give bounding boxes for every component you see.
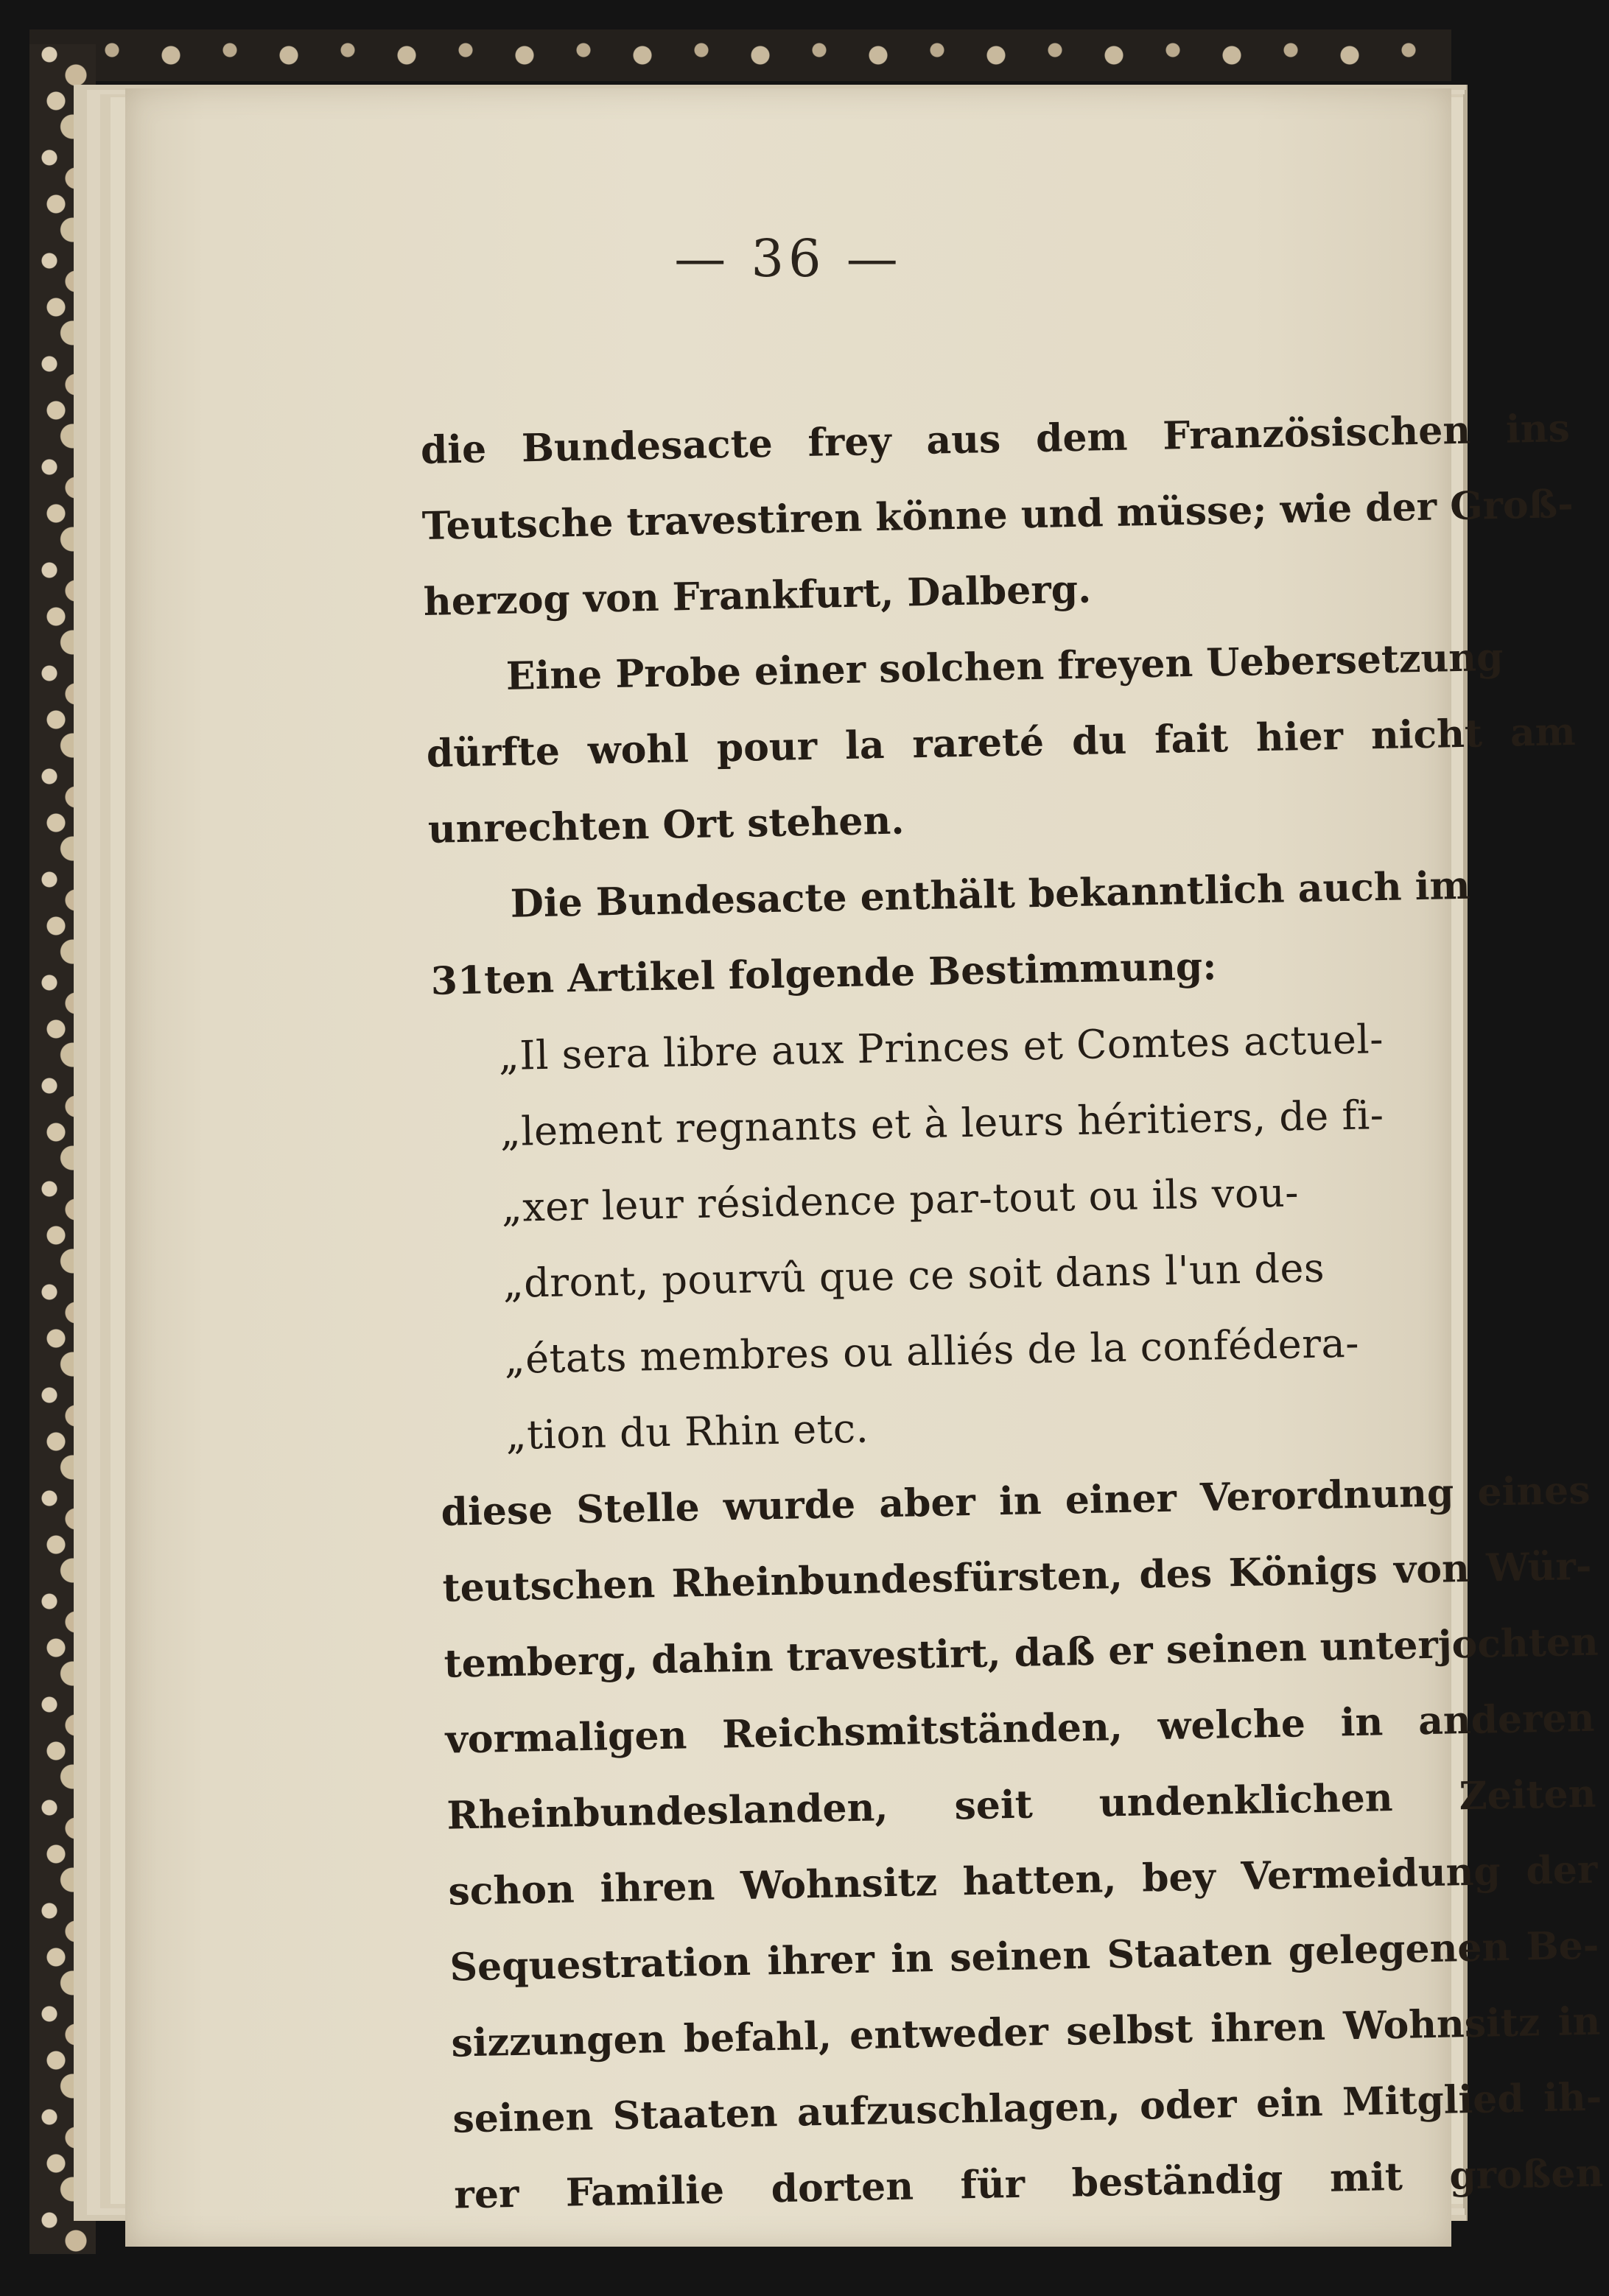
book-page — [125, 88, 1604, 2247]
text-line: dürfte wohl pour la rareté du fait hier nicht am — [426, 709, 1577, 776]
text-line: diese Stelle wurde aber in einer Verordnung eines — [441, 1467, 1591, 1535]
text-line: Teutsche travestiren könne und müsse; wie der Groß- — [421, 481, 1574, 549]
quote-line: „états membres ou alliés de la confédera- — [504, 1319, 1360, 1383]
text-line: seinen Staaten aufzuschlagen, oder ein Mitglied ih- — [452, 2074, 1602, 2142]
quote-line: „Il sera libre aux Princes et Comtes actuel- — [498, 1016, 1384, 1080]
quote-line: „lement regnants et à leurs héritiers, de fi- — [499, 1092, 1385, 1156]
text-line: Rheinbundeslanden, seit undenklichen Zeiten — [446, 1771, 1596, 1839]
text-line: sizzungen befahl, entweder selbst ihren Wohnsitz in — [450, 1998, 1601, 2066]
page-text — [420, 390, 1604, 2233]
text-line: vormaligen Reichsmitständen, welche in anderen — [445, 1695, 1595, 1763]
quote-line: „tion du Rhin etc. — [505, 1405, 869, 1459]
text-line: schon ihren Wohnsitz hatten, bey Vermeidung der — [447, 1847, 1598, 1914]
text-line: Sequestration ihrer in seinen Staaten gelegenen Be- — [449, 1923, 1599, 1990]
text-line: 31ten Artikel folgende Bestimmung: — [430, 944, 1217, 1004]
text-line: Die Bundesacte enthält bekanntlich auch im — [510, 863, 1471, 927]
text-line: rer Familie dorten für beständig mit großen — [453, 2150, 1604, 2218]
text-line: teutschen Rheinbundesfürsten, des Königs von Wür- — [442, 1543, 1592, 1611]
text-line: Eine Probe einer solchen freyen Uebersetzung — [505, 634, 1504, 699]
text-line: herzog von Frankfurt, Dalberg. — [423, 566, 1092, 625]
quote-line: „dront, pourvû que ce soit dans l'un des — [502, 1244, 1325, 1307]
cover-board-top — [29, 29, 1451, 81]
text-line: die Bundesacte frey aus dem Französischen ins — [420, 406, 1571, 473]
text-line: temberg, dahin travestirt, daß er seinen unterjochten — [444, 1619, 1599, 1687]
quote-line: „xer leur résidence par-tout ou ils vou- — [501, 1169, 1300, 1232]
text-line: unrechten Ort stehen. — [427, 798, 905, 852]
page-number: — 36 — — [674, 228, 902, 289]
